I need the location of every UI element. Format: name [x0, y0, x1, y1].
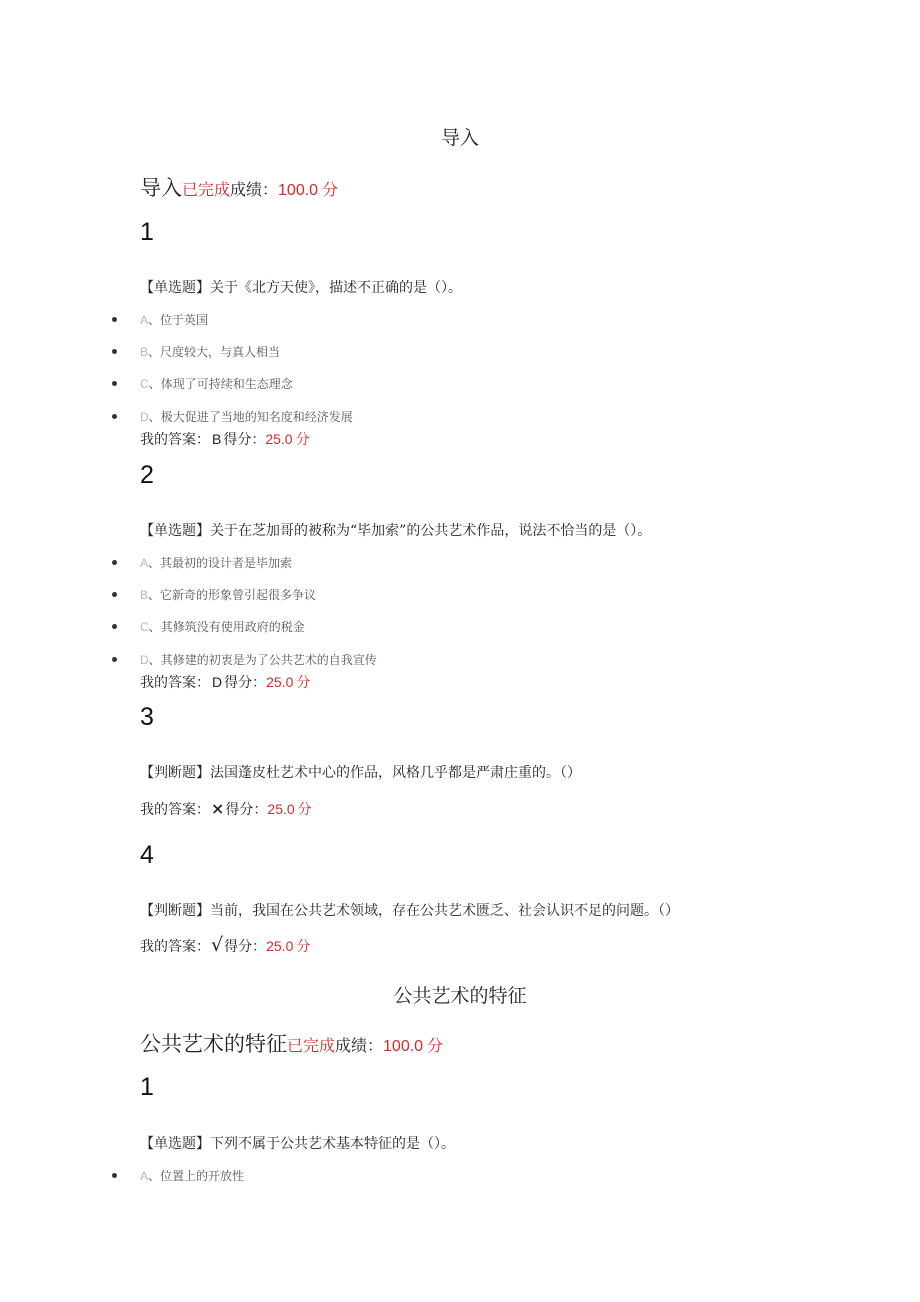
section-heading — [140, 172, 338, 202]
score-unit: 分 — [296, 939, 311, 955]
answer-line — [140, 799, 312, 819]
question-number: 1 — [140, 1073, 154, 1101]
section-heading-name: 公共艺术的特征 — [140, 1032, 287, 1056]
option-text: 极大促进了当地的知名度和经济发展 — [160, 410, 353, 424]
question-text: 【判断题】法国蓬皮杜艺术中心的作品，风格几乎都是严肃庄重的。（） — [140, 765, 581, 781]
option-separator: 、 — [148, 1169, 161, 1183]
answer-line — [140, 672, 310, 692]
question-text: 【单选题】下列不属于公共艺术基本特征的是（）。 — [140, 1136, 455, 1152]
bullet-icon — [112, 317, 117, 322]
option-text: 其修建的初衷是为了公共艺术的自我宣传 — [160, 653, 377, 667]
option-separator: 、 — [148, 313, 161, 327]
option-letter: A — [140, 312, 149, 327]
answer-label: 我的答案： — [140, 675, 210, 691]
question-text: 【单选题】关于在芝加哥的被称为“毕加索”的公共艺术作品，说法不恰当的是（）。 — [140, 523, 652, 539]
completion-status: 已完成 — [182, 180, 231, 199]
section-heading — [140, 1028, 443, 1058]
option-letter: C — [140, 619, 149, 634]
score-unit: 分 — [295, 432, 310, 448]
question-number: 4 — [140, 841, 154, 869]
answer-line — [140, 429, 310, 449]
score-label: 成绩： — [230, 180, 279, 199]
option-separator: 、 — [148, 653, 161, 667]
section-score-value: 100.0 — [383, 1038, 424, 1055]
option-text: 位于英国 — [160, 313, 209, 327]
option-separator: 、 — [148, 377, 161, 391]
bullet-icon — [112, 560, 117, 565]
option-separator: 、 — [148, 556, 161, 570]
option-text: 体现了可持续和生态理念 — [160, 377, 293, 391]
option-text: 尺度较大，与真人相当 — [160, 345, 281, 359]
option-text: 其最初的设计者是毕加索 — [160, 556, 293, 570]
score-value: 25.0 — [267, 801, 295, 817]
option-letter: D — [140, 409, 149, 424]
section-heading-name: 导入 — [140, 176, 182, 200]
score-value: 25.0 — [266, 938, 294, 954]
option-text: 位置上的开放性 — [160, 1169, 245, 1183]
bullet-icon — [112, 349, 117, 354]
option-separator: 、 — [148, 588, 161, 602]
score-value: 25.0 — [266, 674, 294, 690]
option-letter: A — [140, 555, 149, 570]
score-label: 得分： — [224, 675, 267, 691]
score-unit: 分 — [296, 675, 311, 691]
bullet-icon — [112, 657, 117, 662]
answer-label: 我的答案： — [140, 802, 210, 818]
section-score-unit: 分 — [427, 1036, 444, 1055]
question-number: 2 — [140, 461, 154, 489]
option-separator: 、 — [148, 410, 161, 424]
section-score-unit: 分 — [322, 180, 339, 199]
score-label: 成绩： — [335, 1036, 384, 1055]
section-title: 导入 — [440, 127, 479, 149]
bullet-icon — [112, 592, 117, 597]
section-score-value: 100.0 — [278, 182, 319, 199]
wrong-mark-icon: × — [211, 799, 225, 818]
option-item[interactable] — [112, 343, 280, 360]
bullet-icon — [112, 381, 117, 386]
option-letter: C — [140, 376, 149, 391]
answer-value: B — [212, 431, 222, 447]
option-item[interactable] — [112, 618, 305, 635]
check-mark-icon: √ — [211, 934, 224, 956]
bullet-icon — [112, 624, 117, 629]
option-separator: 、 — [148, 345, 161, 359]
question-text: 【判断题】当前，我国在公共艺术领域，存在公共艺术匮乏、社会认识不足的问题。（） — [140, 903, 679, 919]
option-letter: D — [140, 652, 149, 667]
score-value: 25.0 — [265, 431, 293, 447]
question-number: 1 — [140, 218, 154, 246]
option-text: 它新奇的形象曾引起很多争议 — [160, 588, 317, 602]
score-label: 得分： — [223, 432, 266, 448]
answer-line — [140, 934, 310, 956]
option-letter: B — [140, 587, 149, 602]
question-number: 3 — [140, 703, 154, 731]
option-item[interactable] — [112, 311, 208, 328]
bullet-icon — [112, 1173, 117, 1178]
option-item[interactable] — [112, 586, 316, 603]
option-letter: B — [140, 344, 149, 359]
option-text: 其修筑没有使用政府的税金 — [160, 620, 305, 634]
score-label: 得分： — [224, 939, 267, 955]
option-item[interactable] — [112, 375, 293, 392]
option-item[interactable] — [112, 1167, 244, 1184]
answer-label: 我的答案： — [140, 432, 210, 448]
question-text: 【单选题】关于《北方天使》，描述不正确的是（）。 — [140, 280, 462, 296]
completion-status: 已完成 — [287, 1036, 336, 1055]
answer-value: D — [212, 674, 223, 690]
option-item[interactable] — [112, 651, 377, 668]
answer-label: 我的答案： — [140, 939, 210, 955]
score-unit: 分 — [297, 802, 312, 818]
option-item[interactable] — [112, 554, 292, 571]
bullet-icon — [112, 414, 117, 419]
section-title: 公共艺术的特征 — [393, 985, 527, 1007]
option-separator: 、 — [148, 620, 161, 634]
score-label: 得分： — [225, 802, 268, 818]
option-item[interactable] — [112, 408, 353, 425]
option-letter: A — [140, 1168, 149, 1183]
